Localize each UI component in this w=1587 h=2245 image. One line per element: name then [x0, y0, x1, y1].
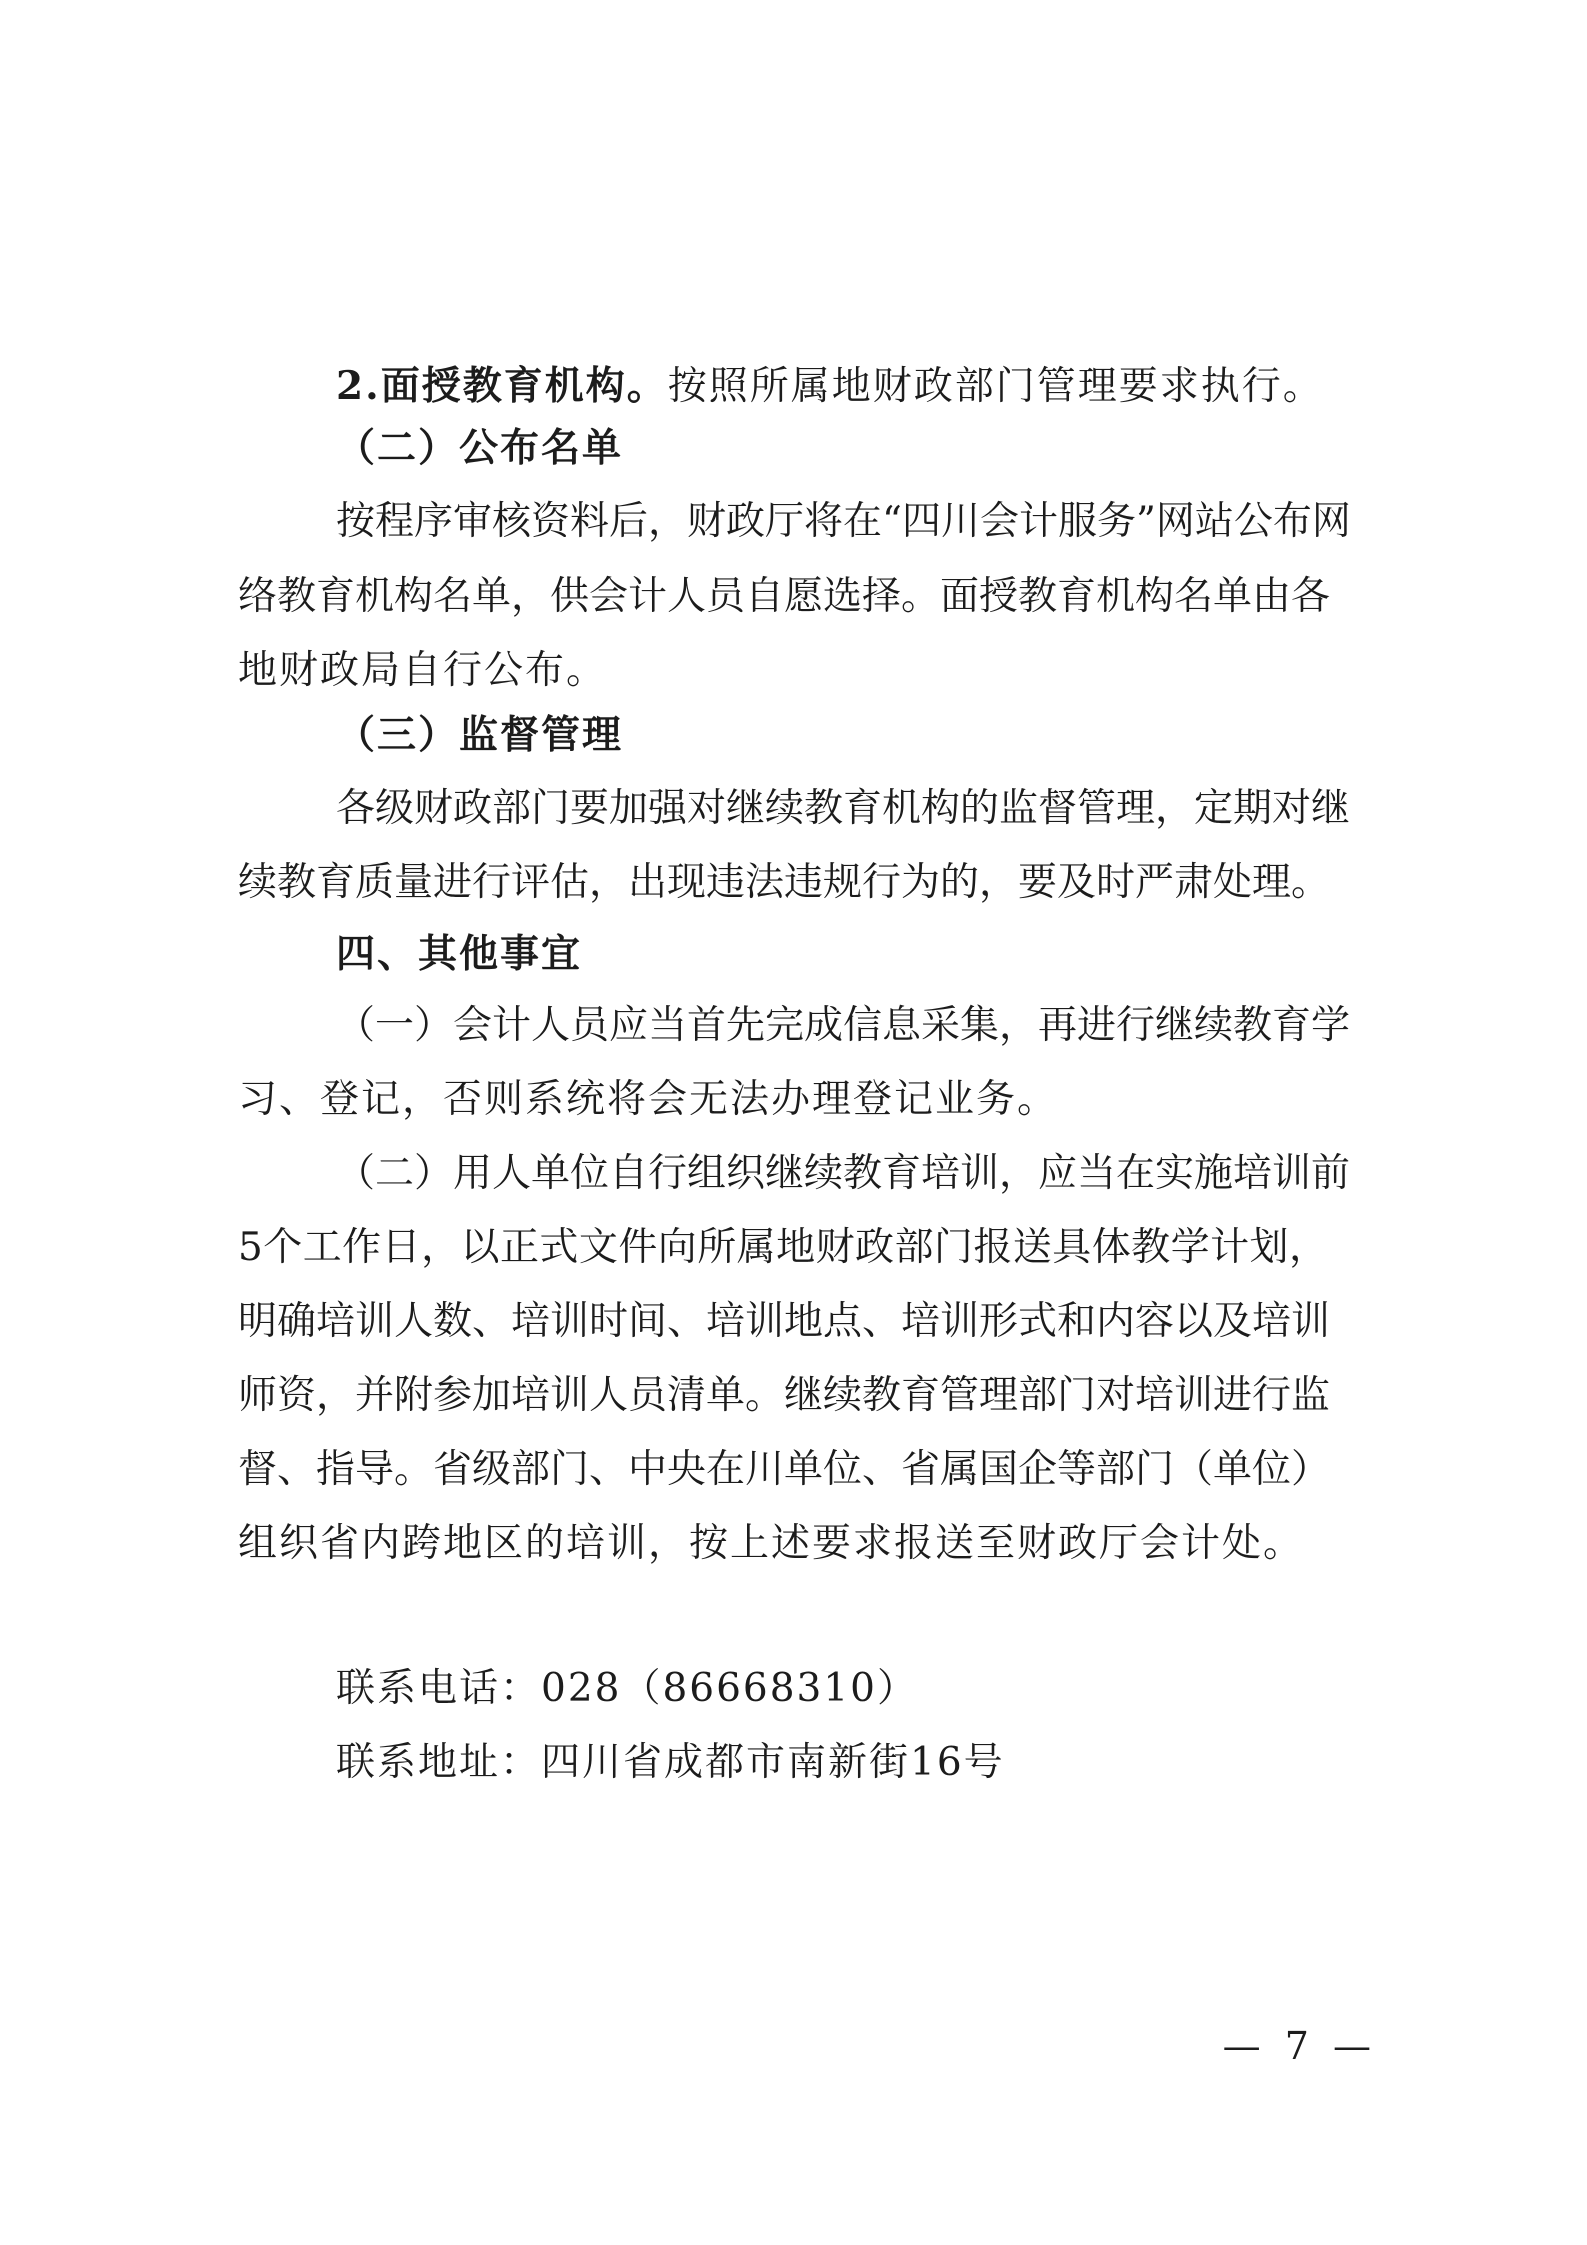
- paragraph-line: 按程序审核资料后，财政厅将在“四川会计服务”网站公布网: [336, 499, 1351, 544]
- paragraph-line: （一）会计人员应当首先完成信息采集，再进行继续教育学: [336, 1003, 1351, 1048]
- page-number: — 7 —: [1222, 2024, 1377, 2068]
- paragraph-line: 续教育质量进行评估，出现违法违规行为的，要及时严肃处理。: [238, 860, 1331, 905]
- section-heading-publish-list: （二）公布名单: [336, 425, 624, 471]
- paragraph-text: 按照所属地财政部门管理要求执行。: [667, 364, 1324, 409]
- paragraph-line: 明确培训人数、培训时间、培训地点、培训形式和内容以及培训: [238, 1299, 1331, 1344]
- paragraph-line: 习、登记，否则系统将会无法办理登记业务。: [238, 1077, 1059, 1122]
- section-heading-supervision: （三）监督管理: [336, 712, 624, 758]
- contact-address: 联系地址：四川省成都市南新街16号: [336, 1740, 1005, 1785]
- paragraph-line: 络教育机构名单，供会计人员自愿选择。面授教育机构名单由各: [238, 574, 1331, 619]
- paragraph-line: （二）用人单位自行组织继续教育培训，应当在实施培训前: [336, 1151, 1351, 1196]
- paragraph-line: 地财政局自行公布。: [238, 648, 608, 693]
- paragraph-face-to-face-institutions: [336, 362, 1324, 411]
- contact-phone: 联系电话：028（86668310）: [336, 1666, 918, 1711]
- paragraph-line: 师资，并附参加培训人员清单。继续教育管理部门对培训进行监: [238, 1373, 1331, 1418]
- paragraph-line: 各级财政部门要加强对继续教育机构的监督管理，定期对继: [336, 786, 1351, 831]
- paragraph-line: 组织省内跨地区的培训，按上述要求报送至财政厅会计处。: [238, 1521, 1305, 1566]
- paragraph-lead: 2.面授教育机构。: [336, 363, 668, 409]
- section-heading-other-matters: 四、其他事宜: [336, 931, 583, 977]
- paragraph-line: 督、指导。省级部门、中央在川单位、省属国企等部门（单位）: [238, 1447, 1331, 1492]
- paragraph-line: 5个工作日，以正式文件向所属地财政部门报送具体教学计划，: [238, 1225, 1328, 1270]
